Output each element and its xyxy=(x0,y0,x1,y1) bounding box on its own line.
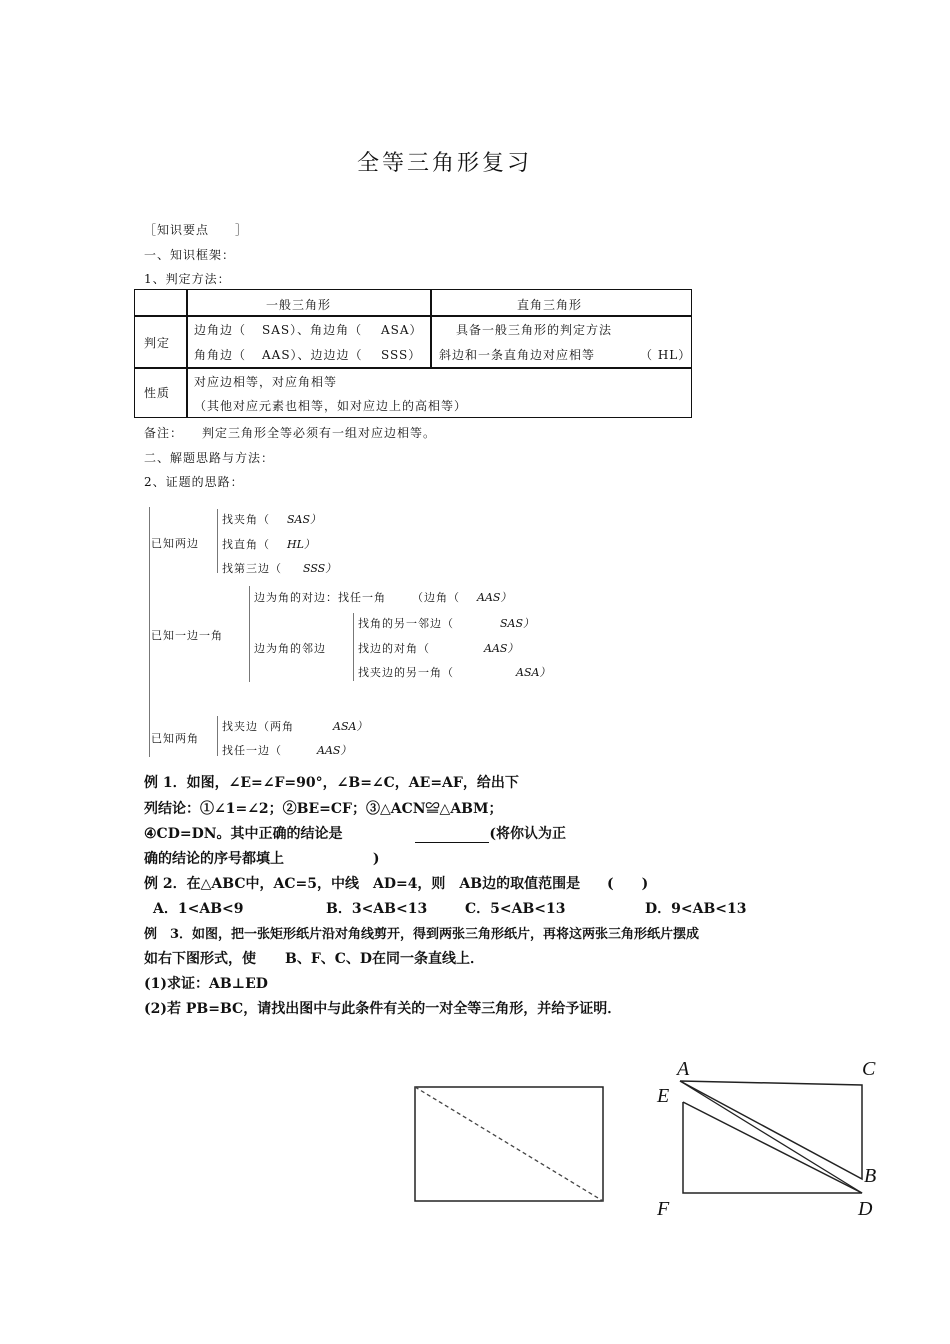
tree-item-abbr: SAS） xyxy=(500,617,535,630)
point-label-a: A xyxy=(677,1058,690,1080)
table-cell: ASA） xyxy=(381,323,423,337)
table-row-label-properties: 性质 xyxy=(144,386,171,400)
option-b[interactable]: B．3<AB<13 xyxy=(326,901,428,917)
section-title: 二、解题思路与方法： xyxy=(144,451,275,465)
problem-3-line: 例 3．如图，把一张矩形纸片沿对角线剪开，得到两张三角形纸片，再将这两张三角形纸片摆成 xyxy=(144,927,700,942)
table-cell: 角角边（ xyxy=(194,348,247,362)
problem-2-line: 例 2．在△ABC中，AC=5，中线 AD=4，则 AB边的取值范围是 xyxy=(144,876,581,892)
point-label-b: B xyxy=(864,1165,877,1187)
tree-item: 找夹边的另一角（ xyxy=(358,666,454,679)
problem-1-text: ) xyxy=(372,851,380,867)
problem-1-line xyxy=(144,848,380,868)
table-cell: SAS）、角边角（ xyxy=(262,323,363,337)
tree-item-abbr: AAS） xyxy=(317,744,352,757)
tree-item-abbr: ASA） xyxy=(516,666,551,679)
tree-item: 找夹角（ xyxy=(222,513,270,526)
problem-1-line: 例 1．如图，∠E=∠F=90°，∠B=∠C，AE=AF，给出下 xyxy=(144,775,519,791)
table-cell: SSS） xyxy=(381,348,422,362)
table-row-label-criteria: 判定 xyxy=(144,336,171,350)
point-label-f: F xyxy=(657,1198,670,1220)
tree-item: 找边的对角（ xyxy=(358,642,430,655)
tree-group-label: 已知一边一角 xyxy=(151,629,223,642)
tree-item: 找任一边（ xyxy=(222,744,282,757)
problem-3-line: (1)求证：AB⊥ED xyxy=(144,976,268,992)
problem-1-line: 列结论：①∠1=∠2；②BE=CF；③△ACN≌△ABM； xyxy=(144,801,503,817)
tree-item-abbr: ASA） xyxy=(333,720,368,733)
problem-2-paren: ( ) xyxy=(607,876,649,892)
tree-item-abbr: HL） xyxy=(287,538,315,551)
option-d[interactable]: D．9<AB<13 xyxy=(645,901,747,917)
table-cell: 具备一般三角形的判定方法 xyxy=(456,323,613,337)
table-cell: （其他对应元素也相等，如对应边上的高相等） xyxy=(194,399,468,413)
tree-item: 找角的另一邻边（ xyxy=(358,617,454,630)
table-cell: 对应边相等，对应角相等 xyxy=(194,375,338,389)
tree-item: （边角（ xyxy=(412,591,460,604)
section-title: 一、知识框架： xyxy=(144,248,236,262)
point-label-c: C xyxy=(862,1058,876,1080)
problem-1-text: 确的结论的序号都填上 xyxy=(144,851,284,867)
table-cell: 边角边（ xyxy=(194,323,247,337)
table-cell: （ HL） xyxy=(640,348,692,362)
problem-3-line: (2)若 PB=BC，请找出图中与此条件有关的一对全等三角形，并给予证明． xyxy=(144,1001,622,1017)
problem-3-line: B、F、C、D在同一条直线上． xyxy=(285,951,485,967)
note-text: 判定三角形全等必须有一组对应边相等。 xyxy=(202,426,437,440)
item-label: 1、判定方法： xyxy=(144,272,231,286)
rectangle-figure xyxy=(410,1082,610,1208)
tree-item-abbr: AAS） xyxy=(484,642,519,655)
tree-item: 找直角（ xyxy=(222,538,270,551)
tree-group-label: 已知两角 xyxy=(151,732,199,745)
knowledge-header: ［知识要点 ］ xyxy=(144,223,249,237)
point-label-e: E xyxy=(657,1085,670,1107)
problem-1-line xyxy=(144,823,566,843)
option-c[interactable]: C．5<AB<13 xyxy=(465,901,566,917)
tree-item-abbr: SAS） xyxy=(287,513,322,526)
problem-3-line: 如右下图形式，使 xyxy=(144,951,256,967)
table-header-general: 一般三角形 xyxy=(266,298,332,312)
option-a[interactable]: A．1<AB<9 xyxy=(153,901,244,917)
table-header-right: 直角三角形 xyxy=(517,298,583,312)
tree-item: 找第三边（ xyxy=(222,562,282,575)
point-label-d: D xyxy=(858,1198,873,1220)
problem-1-text: (将你认为正 xyxy=(489,826,567,842)
table-cell: AAS）、边边边（ xyxy=(262,348,363,362)
outer-brace xyxy=(149,507,150,757)
tree-item-abbr: AAS） xyxy=(477,591,512,604)
tree-item-abbr: SSS） xyxy=(303,562,337,575)
item-label: 2、证题的思路： xyxy=(144,475,244,489)
tree-item: 找夹边（两角 xyxy=(222,720,294,733)
tree-item: 边为角的对边：找任一角 xyxy=(254,591,386,604)
table-cell: 斜边和一条直角边对应相等 xyxy=(439,348,596,362)
page-title: 全等三角形复习 xyxy=(357,151,533,176)
problem-1-text: ④CD=DN。其中正确的结论是 xyxy=(144,826,343,842)
note-label: 备注： xyxy=(144,426,184,440)
answer-blank[interactable] xyxy=(415,828,489,843)
tree-group-label: 已知两边 xyxy=(151,537,199,550)
tree-sub-label: 边为角的邻边 xyxy=(254,642,326,655)
